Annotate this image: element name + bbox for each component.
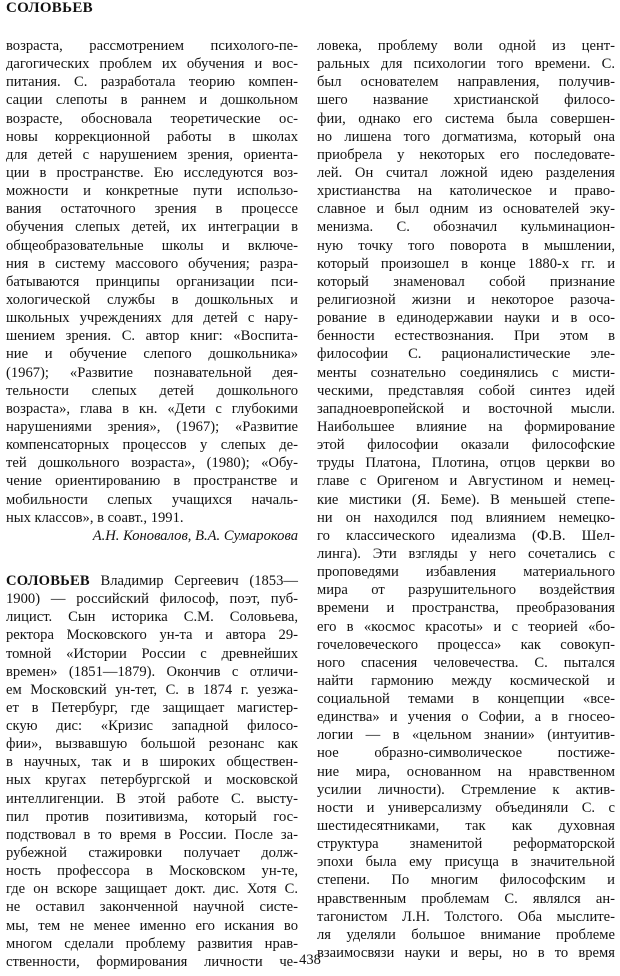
left-column bbox=[6, 37, 298, 971]
text-line: западноевропейской и восточной мысли. bbox=[317, 400, 615, 417]
text-line: степени. По многим философским и bbox=[317, 872, 615, 889]
text-line: логии — в «цельном знании» (интуитив- bbox=[317, 727, 615, 744]
text-line: батываются принципы организации пси- bbox=[6, 273, 298, 290]
text-line: тагонистом Л.Н. Толстого. Оба мыслите- bbox=[317, 908, 615, 925]
text-line: единства» и учения о Софии, а в гносео- bbox=[317, 709, 615, 726]
text-line: лицист. Сын историка С.М. Соловьева, bbox=[6, 609, 298, 626]
text-line: его в «космос красоты» и с теорией «бо- bbox=[317, 618, 615, 635]
text-line: религиозной жизни и некоторое разоча- bbox=[317, 291, 615, 308]
text-line: мира от разрушительного воздействия bbox=[317, 582, 615, 599]
text-line: ного спасения человечества. С. пытался bbox=[317, 654, 615, 671]
text-line: новы коррекционной работы в школах bbox=[6, 128, 298, 145]
text-line: ни он находился под влиянием немецко- bbox=[317, 509, 615, 526]
text-line: менизма. С. обозначил кульминацион- bbox=[317, 219, 615, 236]
text-line: (1967); «Развитие познавательной дея- bbox=[6, 364, 298, 381]
text-line: славное и был одним из основателей эку- bbox=[317, 201, 615, 218]
text-line: лей. Он считал ложной идею разделения bbox=[317, 164, 615, 181]
text-line: ции в пространстве. Ею исследуются воз- bbox=[6, 164, 298, 181]
text-line: тей дошкольного возраста», (1980); «Обу- bbox=[6, 455, 298, 472]
text-line: времени и пространства, преобразования bbox=[317, 600, 615, 617]
text-line: интеллигенции. В этой работе С. высту- bbox=[6, 790, 298, 807]
text-line: ных классов», в соавт., 1991. bbox=[6, 509, 184, 526]
text-line: фии, однако его система была совершен- bbox=[317, 110, 615, 127]
entry-authors: А.Н. Коновалов, В.А. Сумарокова bbox=[92, 527, 298, 544]
text-line: вания остаточного зрения в процессе bbox=[6, 201, 298, 218]
text-line: не оставил законченной научной систе- bbox=[6, 899, 298, 916]
text-line: ральных для психологии того времени. С. bbox=[317, 56, 615, 73]
text-line: ную точку того поворота в мышлении, bbox=[317, 237, 615, 254]
text-line: хологической службы в дошкольных и bbox=[6, 291, 298, 308]
text-line: сации слепоты в раннем и дошкольном bbox=[6, 92, 298, 109]
entry-first-line-rest: Владимир Сергеевич (1853— bbox=[100, 572, 298, 589]
text-line: рование в единодержавии науки и в осо- bbox=[317, 310, 615, 327]
text-line: мы, тем не менее именно его искания во bbox=[6, 917, 298, 934]
text-line: для детей с нарушением зрения, ориента- bbox=[6, 146, 298, 163]
text-line: гочеловеческого процесса» как совокуп- bbox=[317, 636, 615, 653]
text-line: этой философии оказали философские bbox=[317, 437, 615, 454]
text-line: дагогических проблем их обучения и вос- bbox=[6, 56, 298, 73]
text-line: ля уделяли большое внимание проблеме bbox=[317, 926, 615, 943]
text-line: школьных учреждениях для детей с нару- bbox=[6, 310, 298, 327]
text-line: ность профессора в Московском ун-те, bbox=[6, 863, 298, 880]
text-line: ных кругах петербургской и московской bbox=[6, 772, 298, 789]
text-line: ное образно-символическое постиже- bbox=[317, 745, 615, 762]
text-line: ние мира, основанном на нравственном bbox=[317, 763, 615, 780]
text-line: ния в систему массового обучения; разра- bbox=[6, 255, 298, 272]
text-line: пил против позитивизма, который гос- bbox=[6, 808, 298, 825]
text-line: ности и универсализму объединяли С. с bbox=[317, 799, 615, 816]
text-line: приобрела у некоторых его последовате- bbox=[317, 146, 615, 163]
text-line: труды Платона, Плотина, отцов церкви во bbox=[317, 455, 615, 472]
entry-first-line bbox=[6, 572, 298, 590]
text-line: который знаменовал собой признание bbox=[317, 273, 615, 290]
text-line: ческими, представляя собой синтез идей bbox=[317, 382, 615, 399]
text-line: найти гармонию между космической и bbox=[317, 672, 615, 689]
text-line: фии», вызвавшую большой резонанс как bbox=[6, 736, 298, 753]
page-number: 438 bbox=[299, 952, 321, 968]
text-line: социальной темами в концепции «все- bbox=[317, 691, 615, 708]
text-line: линга). Эти взгляды у него сочетались с bbox=[317, 545, 615, 562]
text-line: мобильности слепых учащихся началь- bbox=[6, 491, 298, 508]
text-line: ловека, проблему воли одной из цент- bbox=[317, 38, 615, 54]
text-line: Наибольшее влияние на формирование bbox=[317, 418, 615, 435]
text-line: бенности естествознания. При этом в bbox=[317, 328, 615, 345]
text-line: структура знаменитой реформаторской bbox=[317, 836, 615, 853]
text-line: возрасте, обосновала теоретические ос- bbox=[6, 110, 298, 127]
entry-soloviev bbox=[6, 572, 298, 971]
text-line: возраста, рассмотрением психолого-пе- bbox=[6, 38, 298, 54]
text-line: менты сознательно соединялись с мисти- bbox=[317, 364, 615, 381]
entry-separator bbox=[6, 545, 298, 572]
text-line: рубежной стажировки получает долж- bbox=[6, 845, 298, 862]
text-line: ственности, формирования личности че- bbox=[6, 953, 298, 970]
right-column bbox=[317, 37, 615, 962]
text-line: философии С. рационалистические эле- bbox=[317, 346, 615, 363]
text-line: главе с Оригеном и Августином и немец- bbox=[317, 473, 615, 490]
text-line: подствовал в то время в России. После за- bbox=[6, 826, 298, 843]
entry-headword: СОЛОВЬЕВ bbox=[6, 572, 90, 589]
text-line: нарушениями зрения», (1967); «Развитие bbox=[6, 418, 298, 435]
text-line: ем Московский ун-тет, С. в 1874 г. уезжа- bbox=[6, 681, 298, 698]
text-line: эпохи была ему присуща в значительной bbox=[317, 854, 615, 871]
text-line: ние и обучение слепого дошкольника» bbox=[6, 346, 298, 363]
text-line: нравственным проблемам С. являлся ан- bbox=[317, 890, 615, 907]
text-line: проповедями избавления материального bbox=[317, 564, 615, 581]
text-line: где он вскоре защищает докт. дис. Хотя С. bbox=[6, 881, 298, 898]
text-line: можности и конкретные пути использо- bbox=[6, 183, 298, 200]
previous-entry-continuation bbox=[6, 37, 298, 545]
text-line: общеобразовательные школы и включе- bbox=[6, 237, 298, 254]
text-line: скую дис: «Кризис западной филосо- bbox=[6, 718, 298, 735]
text-line: многом сделали проблему развития нрав- bbox=[6, 935, 298, 952]
text-line: взаимосвязи науки и веры, но в то время bbox=[317, 945, 615, 962]
text-line: кие мистики (Я. Беме). В меньшей степе- bbox=[317, 491, 615, 508]
text-line: шением зрения. С. автор книг: «Воспита- bbox=[6, 328, 298, 345]
text-line: возраста», глава в кн. «Дети с глубокими bbox=[6, 400, 298, 417]
text-line: го классического идеализма (Ф.В. Шел- bbox=[317, 527, 615, 544]
text-line: который произошел в конце 1880-х гг. и bbox=[317, 255, 615, 272]
text-line: в научных, так и в широких обществен- bbox=[6, 754, 298, 771]
running-head: СОЛОВЬЕВ bbox=[6, 0, 93, 16]
text-line: компенсаторных процессов у слепых де- bbox=[6, 437, 298, 454]
text-line: ректора Московского ун-та и автора 29- bbox=[6, 627, 298, 644]
text-line: времен» (1851—1879). Окончив с отличи- bbox=[6, 663, 298, 680]
text-line: 1900) — российский философ, поэт, пуб- bbox=[6, 591, 298, 608]
text-line: тельности слепых детей дошкольного bbox=[6, 382, 298, 399]
text-line: томной «Истории России с древнейших bbox=[6, 645, 298, 662]
text-line: усилии личности). Стремление к актив- bbox=[317, 781, 615, 798]
text-line: питания. С. разработала теорию компен- bbox=[6, 74, 298, 91]
text-line: ет в Петербург, где защищает магистер- bbox=[6, 699, 298, 716]
text-line: шего название христианской филосо- bbox=[317, 92, 615, 109]
text-line: был основателем направления, получив- bbox=[317, 74, 615, 91]
text-line: но лишена того догматизма, который она bbox=[317, 128, 615, 145]
text-line: шестидесятниками, так как духовная bbox=[317, 818, 615, 835]
text-line: чение ориентированию в пространстве и bbox=[6, 473, 298, 490]
text-line: обучения слепых детей, их интеграции в bbox=[6, 219, 298, 236]
text-line: христианства на католическое и право- bbox=[317, 183, 615, 200]
